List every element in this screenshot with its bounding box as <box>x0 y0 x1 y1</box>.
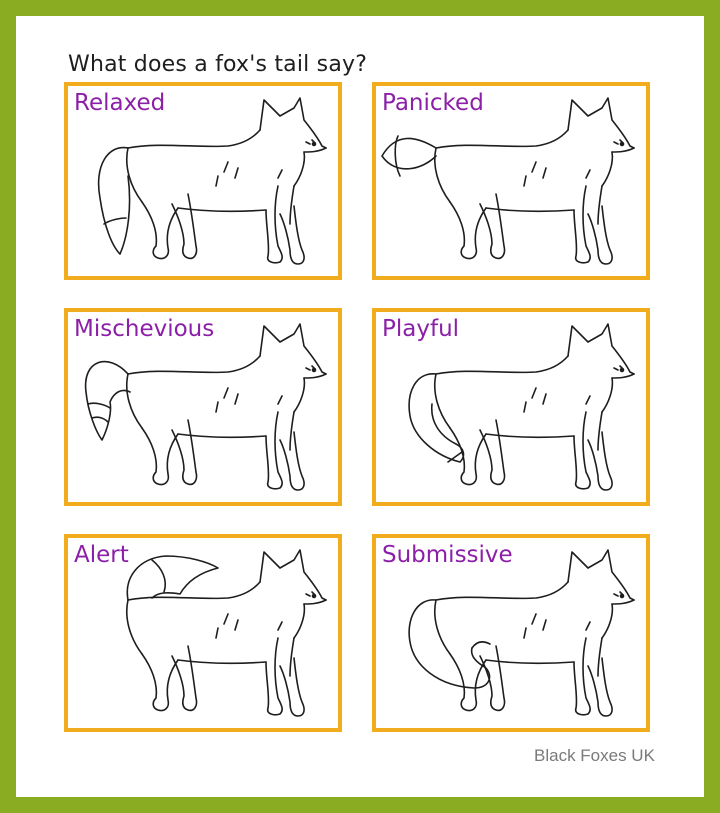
fox-submissive-illustration <box>376 538 646 728</box>
tail-mischevious <box>86 362 130 440</box>
fox-mischevious-illustration <box>68 312 338 502</box>
panel-label-playful: Playful <box>382 316 460 342</box>
tail-relaxed <box>99 148 130 254</box>
tail-alert <box>127 556 218 600</box>
fox-playful-illustration <box>376 312 646 502</box>
poster-title: What does a fox's tail say? <box>68 52 368 77</box>
fox-panicked-illustration <box>376 86 646 276</box>
fox-alert-illustration <box>68 538 338 728</box>
panel-label-relaxed: Relaxed <box>74 90 166 116</box>
panel-label-mischevious: Mischevious <box>74 316 215 342</box>
panel-panicked <box>372 82 650 280</box>
panel-relaxed <box>64 82 342 280</box>
panel-submissive <box>372 534 650 732</box>
panel-mischevious <box>64 308 342 506</box>
tail-playful <box>409 374 463 462</box>
fox-relaxed-illustration <box>68 86 338 276</box>
poster <box>16 16 704 797</box>
tail-panicked <box>382 136 436 176</box>
panel-playful <box>372 308 650 506</box>
credit-text: Black Foxes UK <box>534 746 655 765</box>
panel-label-panicked: Panicked <box>382 90 484 116</box>
panel-label-alert: Alert <box>74 542 129 568</box>
panel-label-submissive: Submissive <box>382 542 513 568</box>
panel-alert <box>64 534 342 732</box>
